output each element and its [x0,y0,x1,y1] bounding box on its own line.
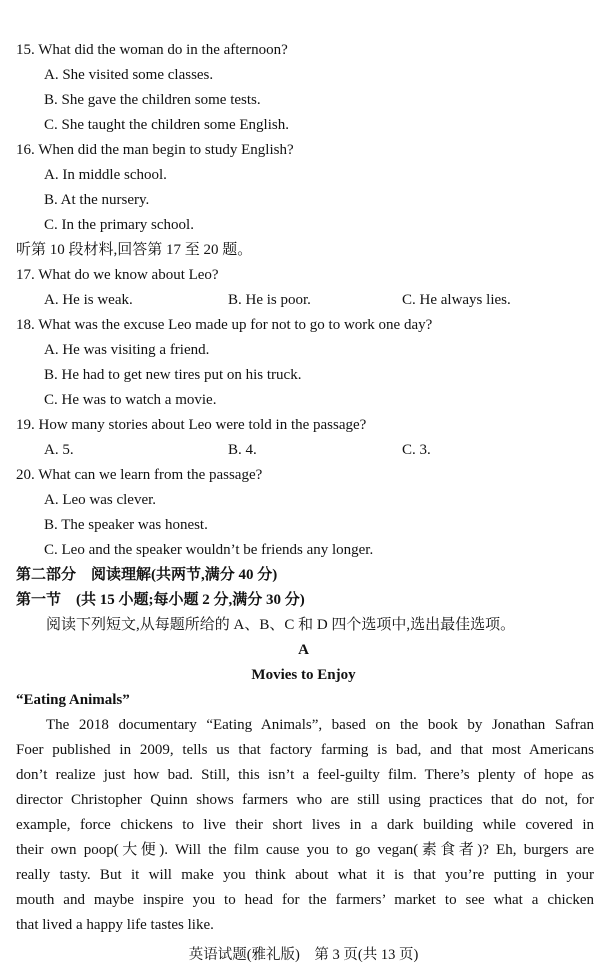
question-17-stem: 17. What do we know about Leo? [16,267,219,283]
question-20-option-a: A. Leo was clever. [44,492,157,508]
question-19-option-c: C. 3. [402,442,431,458]
question-18-stem: 18. What was the excuse Leo made up for not to go to work one day? [16,317,433,333]
question-19-option-b: B. 4. [228,442,257,458]
question-17-option-c: C. He always lies. [402,292,511,308]
question-20-option-c: C. Leo and the speaker wouldn’t be friends any longer. [44,542,374,558]
listening-instruction: 听第 10 段材料,回答第 17 至 20 题。 [16,242,253,258]
passage-line: example, force chickens to live their short lives in a dark building while covered in [16,817,594,833]
question-15-option-a: A. She visited some classes. [44,67,214,83]
passage-line: don’t realize just how bad. Still, this isn’t a feel-guilty film. There’s plenty of hope as [16,767,594,783]
question-16-stem: 16. When did the man begin to study English? [16,142,294,158]
part2-heading: 第二部分 阅读理解(共两节,满分 40 分) [16,567,278,583]
page-footer: 英语试题(雅礼版) 第 3 页(共 13 页) [188,947,419,963]
question-19-stem: 19. How many stories about Leo were told in the passage? [16,417,367,433]
question-15-option-b: B. She gave the children some tests. [44,92,261,108]
passage-line: that lived a happy life tastes like. [16,917,214,933]
question-20-option-b: B. The speaker was honest. [44,517,208,533]
section1-heading: 第一节 (共 15 小题;每小题 2 分,满分 30 分) [16,592,305,608]
question-16-option-b: B. At the nursery. [44,192,150,208]
passage-label: A [298,642,309,658]
question-18-option-b: B. He had to get new tires put on his truck. [44,367,302,383]
question-17-option-a: A. He is weak. [44,292,133,308]
question-17-option-b: B. He is poor. [228,292,311,308]
question-15-option-c: C. She taught the children some English. [44,117,289,133]
question-15-stem: 15. What did the woman do in the afternoon? [16,42,288,58]
question-16-option-a: A. In middle school. [44,167,167,183]
passage-line: The 2018 documentary “Eating Animals”, based on the book by Jonathan Safran [46,717,594,733]
passage-line: mouth and maybe inspire you to head for the farmers’ market to see what a chicken [16,892,594,908]
passage-line: Foer published in 2009, tells us that factory farming is bad, and that most Americans [16,742,594,758]
question-19-option-a: A. 5. [44,442,74,458]
question-18-option-c: C. He was to watch a movie. [44,392,217,408]
passage-line: director Christopher Quinn shows farmers who are still using practices that do not, for [16,792,594,808]
passage-line: really tasty. But it will make you think about what it is that you’re putting in your [16,867,594,883]
passage-title: Movies to Enjoy [251,667,356,683]
passage-subtitle: “Eating Animals” [16,692,130,708]
passage-line: their own poop(大便). Will the film cause you to go vegan(素食者)? Eh, burgers are [16,842,594,858]
question-18-option-a: A. He was visiting a friend. [44,342,210,358]
section1-instruction: 阅读下列短文,从每题所给的 A、B、C 和 D 四个选项中,选出最佳选项。 [46,617,516,633]
question-16-option-c: C. In the primary school. [44,217,194,233]
question-20-stem: 20. What can we learn from the passage? [16,467,263,483]
